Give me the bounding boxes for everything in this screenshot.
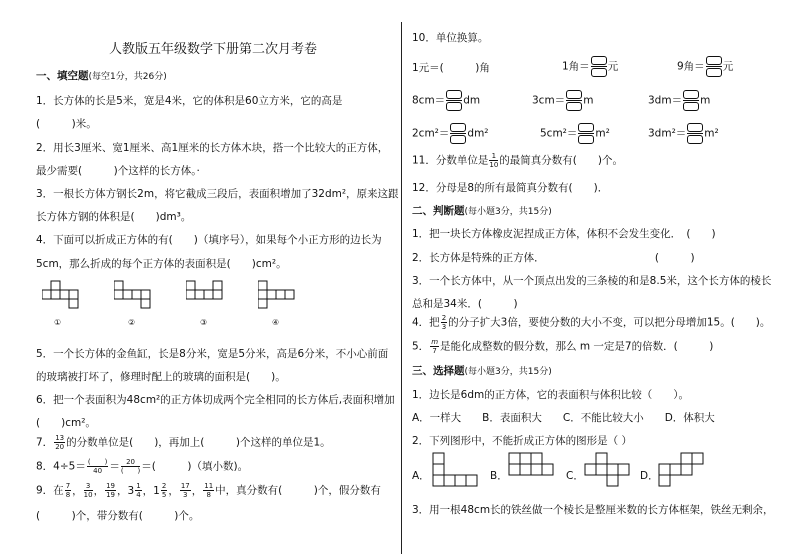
convert-3a: 2cm²＝ dm²: [412, 123, 489, 144]
cube-net-1: [42, 280, 92, 310]
q8-line: 8．4÷5＝ $\frac{( )}{40}$ ＝ $\frac{20}{( )}$ ＝( )（填小数)。: [36, 458, 249, 475]
q9-fraction: $\frac{2}{5}$: [161, 482, 167, 499]
q9-line1: 9．在 $\frac{7}{8}$ ， $\frac{3}{10}$ ， $\frac{19}{19}$ ，3 $\frac{1}{4}$ ，1 $\frac{2}{5}$ ， $\frac{17}{3}$ ， $\frac{11}{8}$ 中，真分数有( )个，假分数有: [36, 482, 381, 499]
q2-line1: 2．用长3厘米、宽1厘米、高1厘米的长方体木块，搭一个比较大的正方体，: [36, 142, 389, 154]
blank-fraction: [566, 90, 582, 111]
q9-whole-part: 3: [127, 484, 135, 497]
convert-2c: 3dm＝ m: [648, 90, 710, 111]
choice-label-d: D．: [640, 470, 659, 482]
convert-2a: 8cm＝ dm: [412, 90, 480, 111]
choice-net-c: [584, 452, 644, 492]
q10-title: 10．单位换算。: [412, 32, 489, 44]
blank-fraction: [706, 56, 722, 77]
choice-label-c: C．: [566, 470, 584, 482]
q11-fraction: $\frac{1}{10}$: [489, 152, 499, 169]
choice-net-a: [432, 452, 492, 492]
left-column: [36, 0, 399, 554]
q9-fraction-list: $\frac{7}{8}$ ， $\frac{3}{10}$ ， $\frac{19}{19}$ ，3 $\frac{1}{4}$ ，1 $\frac{2}{5}$ ， $\frac{17}{3}$ ， $\frac{11}{8}$: [65, 482, 214, 499]
net-label-4: ④: [272, 318, 280, 327]
choice-q1: 1．边长是6dm的正方体，它的表面积与体积比较（ ）。: [412, 389, 690, 401]
tf-q4-fraction: $\frac{2}{3}$: [441, 314, 447, 331]
tf-q3-line2: 总和是34米．( ): [412, 298, 518, 310]
net-label-1: ①: [54, 318, 62, 327]
q9-line2: ( )个，带分数有( )个。: [36, 510, 200, 522]
q9-fraction: $\frac{3}{10}$: [83, 482, 93, 499]
section-choice: 三、选择题(每小题3分，共15分): [412, 365, 552, 377]
cube-net-4: [258, 280, 308, 310]
convert-3c: 3dm²＝ m²: [648, 123, 719, 144]
net-label-2: ②: [128, 318, 136, 327]
q5-line1: 5．一个长方体的金鱼缸，长是8分米，宽是5分米，高是6分米，不小心前面: [36, 348, 389, 360]
q9-fraction: $\frac{7}{8}$: [65, 482, 71, 499]
choice-net-d: [658, 452, 718, 492]
blank-fraction: [687, 123, 703, 144]
q1-line2: ( )米。: [36, 118, 97, 130]
q9-fraction: $\frac{11}{8}$: [204, 482, 214, 499]
q9-fraction: $\frac{1}{4}$: [136, 482, 141, 499]
choice-q3: 3．用一根48cm长的铁丝做一个棱长是整厘米数的长方体框架，铁丝无剩余，: [412, 504, 774, 516]
choice-net-b: [508, 452, 568, 492]
right-column: [412, 0, 772, 554]
cube-net-3: [186, 280, 236, 310]
q9-fraction: $\frac{19}{19}$: [106, 482, 115, 499]
q5-line2: 的玻璃被打坏了，修理时配上的玻璃的面积是( )。: [36, 371, 286, 383]
convert-2b: 3cm＝ m: [532, 90, 593, 111]
convert-1c: 9角＝ 元: [677, 56, 733, 77]
choice-q1-options: A．一样大 B．表面积大 C．不能比较大小 D．体积大: [412, 412, 715, 424]
tf-q5: 5． $\frac{m}{7}$ 是能化成整数的假分数，那么 m 一定是7的倍数．( ): [412, 338, 714, 355]
q7-fraction: $\frac{13}{20}$: [55, 434, 65, 451]
q8-fraction-1: $\frac{( )}{40}$: [87, 458, 108, 475]
q4-line2: 5cm，那么折成的每个正方体的表面积是( )cm²。: [36, 258, 287, 270]
net-label-3: ③: [200, 318, 208, 327]
page-title: 人教版五年级数学下册第二次月考卷: [108, 42, 317, 57]
section-fill-in: 一、填空题(每空1分，共26分): [36, 70, 167, 82]
convert-1a: 1元＝( )角: [412, 62, 490, 74]
tf-q4: 4．把 $\frac{2}{3}$ 的分子扩大3倍，要使分数的大小不变，可以把分母增加15。( )。: [412, 314, 771, 331]
q3-line2: 长方体方钢的体积是( )dm³。: [36, 211, 192, 223]
choice-q2: 2．下列图形中，不能折成正方体的图形是（ ）: [412, 435, 633, 447]
q4-line1: 4．下面可以折成正方体的有( )（填序号），如果每个小正方形的边长为: [36, 234, 382, 246]
tf-q3-line1: 3．一个长方体中，从一个顶点出发的三条棱的和是8.5米，这个长方体的棱长: [412, 275, 772, 287]
q1-line1: 1．长方体的长是5米，宽是4米，它的体积是60立方米，它的高是: [36, 95, 343, 107]
blank-fraction: [450, 123, 466, 144]
tf-q2: 2．长方体是特殊的正方体． ( ): [412, 252, 695, 264]
q6-line1: 6．把一个表面积为48cm²的正方体切成两个完全相同的长方体后,表面积增加: [36, 394, 395, 406]
column-divider: [401, 22, 402, 554]
q3-line1: 3．一根长方体方钢长2m，将它截成三段后，表面积增加了32dm²，原来这跟: [36, 188, 399, 200]
choice-label-a: A．: [412, 470, 430, 482]
q7-line: 7． $\frac{13}{20}$ 的分数单位是( )，再加上( )个这样的单位是1。: [36, 434, 331, 451]
tf-q5-fraction: $\frac{m}{7}$: [431, 338, 439, 355]
cube-net-2: [114, 280, 164, 310]
q2-line2: 最少需要( )个这样的长方体。·: [36, 165, 200, 177]
choice-label-b: B．: [490, 470, 508, 482]
blank-fraction: [578, 123, 594, 144]
tf-q1: 1．把一块长方体橡皮泥捏成正方体，体积不会发生变化． ( ): [412, 228, 716, 240]
section-true-false: 二、判断题(每小题3分，共15分): [412, 205, 552, 217]
q9-whole-part: 1: [153, 484, 160, 497]
q9-fraction: $\frac{17}{3}$: [180, 482, 190, 499]
blank-fraction: [683, 90, 699, 111]
q11-line: 11．分数单位是 $\frac{1}{10}$ 的最简真分数有( )个。: [412, 152, 623, 169]
q12-line: 12．分母是8的所有最简真分数有( )．: [412, 182, 609, 194]
blank-fraction: [591, 56, 607, 77]
q8-fraction-2: $\frac{20}{( )}$: [120, 458, 141, 475]
convert-3b: 5cm²＝ m²: [540, 123, 610, 144]
blank-fraction: [446, 90, 462, 111]
convert-1b: 1角＝ 元: [562, 56, 618, 77]
q6-line2: ( )cm²。: [36, 417, 96, 429]
